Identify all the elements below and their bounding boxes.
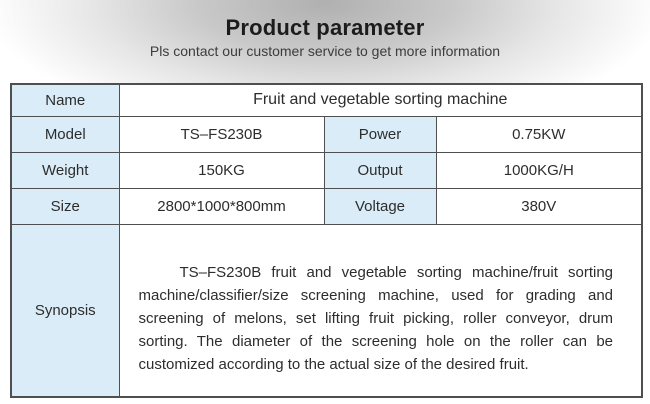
model-label-cell: Model	[11, 116, 119, 152]
table-row-weight-output	[11, 152, 642, 188]
model-value-cell: TS–FS230B	[119, 116, 324, 152]
table-row-synopsis	[11, 224, 642, 397]
table-row-size-voltage	[11, 188, 642, 224]
page-subtitle: Pls contact our customer service to get more information	[149, 43, 501, 59]
synopsis-label-cell: Synopsis	[11, 224, 119, 397]
header-banner	[0, 0, 650, 83]
table-row-name	[11, 84, 642, 116]
power-value-cell: 0.75KW	[436, 116, 642, 152]
voltage-value-cell: 380V	[436, 188, 642, 224]
voltage-label-cell: Voltage	[324, 188, 436, 224]
power-label-cell: Power	[324, 116, 436, 152]
size-value-cell: 2800*1000*800mm	[119, 188, 324, 224]
synopsis-text: TS–FS230B fruit and vegetable sorting machine/fruit sorting machine/classifier/size screening machine, used for grading and screening of melons, set lifting fruit picking, roller conveyor, drum sorting. The diameter of the screening hole on the roller can be customized according to the actual size of the desired fruit.	[138, 264, 614, 374]
weight-value-cell: 150KG	[119, 152, 324, 188]
weight-label-cell: Weight	[11, 152, 119, 188]
page-title: Product parameter	[225, 15, 425, 40]
synopsis-value-cell	[119, 224, 642, 397]
output-label-cell: Output	[324, 152, 436, 188]
table-row-model-power	[11, 116, 642, 152]
size-label-cell: Size	[11, 188, 119, 224]
parameter-table	[10, 83, 643, 398]
name-label-cell: Name	[11, 84, 119, 116]
output-value-cell: 1000KG/H	[436, 152, 642, 188]
name-value-cell: Fruit and vegetable sorting machine	[119, 84, 642, 116]
